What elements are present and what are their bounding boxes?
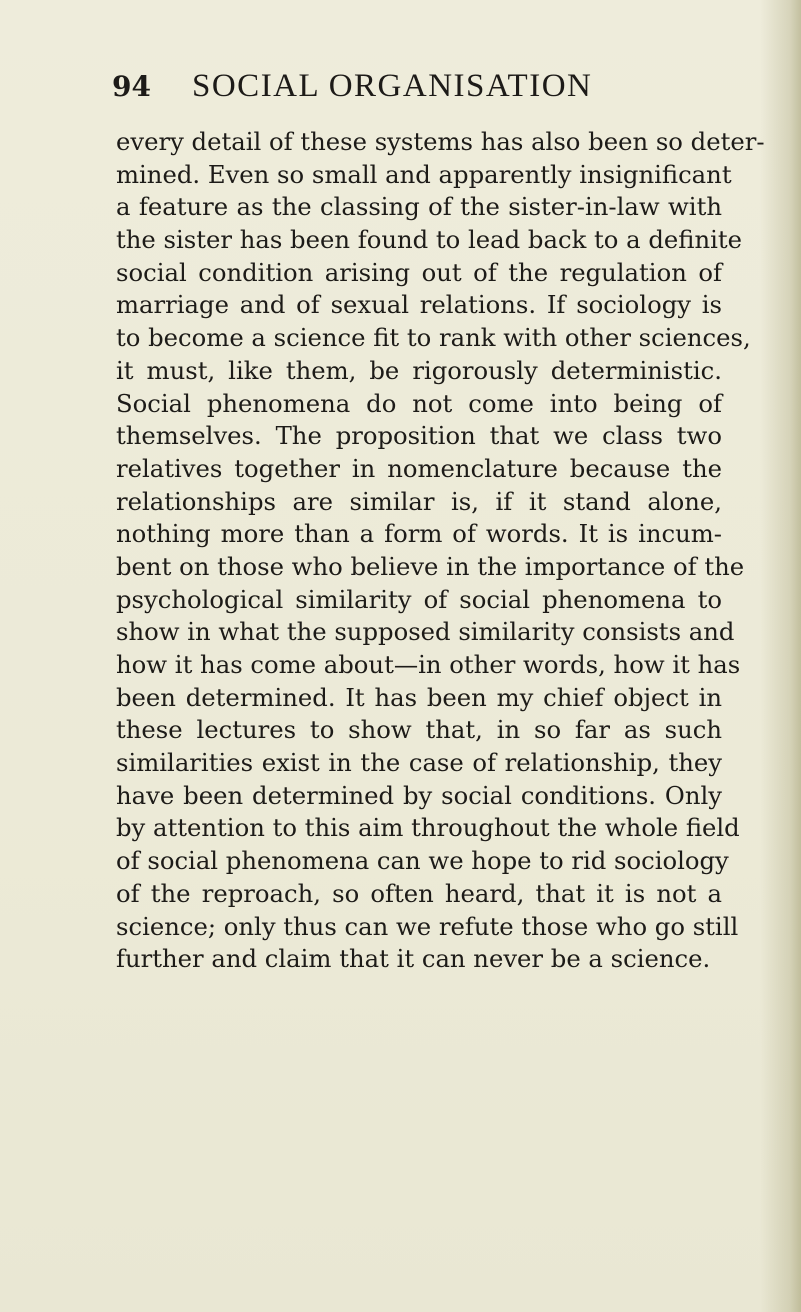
page-number: 94 bbox=[112, 70, 151, 103]
text-line: the sister has been found to lead back to a definite bbox=[116, 225, 743, 255]
text-line: further and claim that it can never be a science. bbox=[116, 944, 711, 974]
text-line: of the reproach, so often heard, that it is not a bbox=[116, 878, 722, 908]
text-line: to become a science fit to rank with other sciences, bbox=[116, 323, 751, 353]
text-line: mined. Even so small and apparently insignificant bbox=[116, 159, 732, 189]
text-line: social condition arising out of the regulation of bbox=[116, 257, 722, 287]
text-line: every detail of these systems has also been so deter- bbox=[116, 127, 765, 156]
text-line: these lectures to show that, in so far as such bbox=[116, 715, 722, 745]
text-line: Social phenomena do not come into being of bbox=[116, 388, 722, 418]
text-line: by attention to this aim throughout the whole field bbox=[116, 813, 740, 843]
text-line: relatives together in nomenclature because the bbox=[116, 453, 722, 483]
text-line: science; only thus can we refute those who go still bbox=[116, 911, 739, 941]
text-line: show in what the supposed similarity consists and bbox=[116, 617, 735, 647]
text-line: nothing more than a form of words. It is incum- bbox=[116, 519, 722, 549]
text-line: bent on those who believe in the importance of the bbox=[116, 551, 745, 581]
text-line: themselves. The proposition that we class two bbox=[116, 421, 722, 451]
text-line: marriage and of sexual relations. If sociology is bbox=[116, 290, 722, 320]
text-line: been determined. It has been my chief object in bbox=[116, 682, 722, 712]
text-line: it must, like them, be rigorously deterministic. bbox=[116, 355, 722, 385]
text-line: have been determined by social conditions. Only bbox=[116, 780, 722, 810]
text-line: psychological similarity of social phenomena to bbox=[116, 584, 722, 614]
text-line: a feature as the classing of the sister-in-law with bbox=[116, 192, 722, 222]
text-line: similarities exist in the case of relationship, they bbox=[116, 748, 722, 778]
text-line: how it has come about—in other words, how it has bbox=[116, 650, 741, 679]
body-paragraph bbox=[116, 126, 765, 976]
running-head bbox=[112, 68, 722, 118]
text-line: of social phenomena can we hope to rid sociology bbox=[116, 846, 729, 876]
running-title: SOCIAL ORGANISATION bbox=[192, 68, 593, 104]
text-line: relationships are similar is, if it stand alone, bbox=[116, 486, 722, 516]
